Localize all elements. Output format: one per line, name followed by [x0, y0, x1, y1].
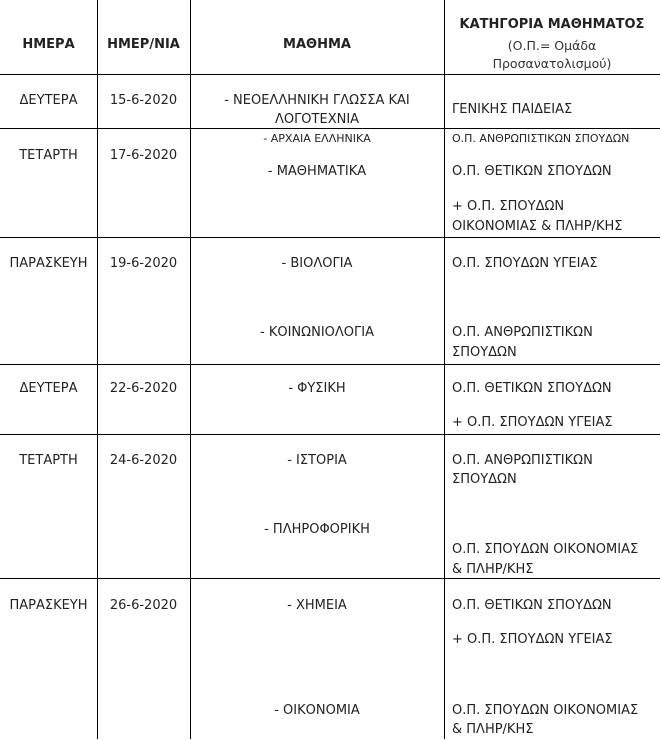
cell-day: ΔΕΥΤΕΡΑ [19, 381, 78, 396]
cell-category: Ο.Π. ΘΕΤΙΚΩΝ ΣΠΟΥΔΩΝ [452, 598, 612, 613]
header-subject: ΜΑΘΗΜΑ [283, 37, 351, 52]
cell-category: Ο.Π. ΘΕΤΙΚΩΝ ΣΠΟΥΔΩΝ [452, 164, 612, 179]
cell-category: Ο.Π. ΣΠΟΥΔΩΝ ΟΙΚΟΝΟΜΙΑΣ [452, 703, 639, 718]
cell-day: ΠΑΡΑΣΚΕΥΗ [9, 256, 88, 271]
cell-subject: - ΒΙΟΛΟΓΙΑ [281, 256, 353, 271]
cell-subject: - ΟΙΚΟΝΟΜΙΑ [274, 703, 360, 718]
cell-subject: - ΧΗΜΕΙΑ [287, 598, 347, 613]
cell-subject: - ΚΟΙΝΩΝΙΟΛΟΓΙΑ [260, 325, 374, 340]
cell-date: 24-6-2020 [109, 453, 178, 468]
cell-date: 15-6-2020 [109, 93, 178, 108]
cell-subject: - ΝΕΟΕΛΛΗΝΙΚΗ ΓΛΩΣΣΑ ΚΑΙ [224, 93, 410, 108]
cell-category: Ο.Π. ΣΠΟΥΔΩΝ ΟΙΚΟΝΟΜΙΑΣ [452, 542, 639, 557]
row-divider [0, 578, 660, 579]
row-divider [0, 237, 660, 238]
cell-subject: - ΙΣΤΟΡΙΑ [287, 453, 347, 468]
cell-category: + Ο.Π. ΣΠΟΥΔΩΝ ΥΓΕΙΑΣ [452, 632, 613, 647]
cell-category: ΓΕΝΙΚΗΣ ΠΑΙΔΕΙΑΣ [452, 102, 573, 117]
cell-category: ΣΠΟΥΔΩΝ [452, 472, 517, 487]
row-divider [0, 434, 660, 435]
cell-category: ΣΠΟΥΔΩΝ [452, 345, 517, 360]
cell-category: Ο.Π. ΑΝΘΡΩΠΙΣΤΙΚΩΝ [452, 325, 593, 340]
row-divider [0, 74, 660, 75]
cell-category: + Ο.Π. ΣΠΟΥΔΩΝ [452, 199, 565, 214]
cell-subject: - ΦΥΣΙΚΗ [288, 381, 346, 396]
column-divider [444, 0, 445, 739]
cell-category: Ο.Π. ΣΠΟΥΔΩΝ ΥΓΕΙΑΣ [452, 256, 598, 271]
row-divider [0, 364, 660, 365]
header-date: ΗΜΕΡ/ΝΙΑ [107, 37, 180, 52]
cell-day: ΠΑΡΑΣΚΕΥΗ [9, 598, 88, 613]
cell-category: Ο.Π. ΑΝΘΡΩΠΙΣΤΙΚΩΝ ΣΠΟΥΔΩΝ [452, 132, 630, 145]
cell-category: & ΠΛΗΡ/ΚΗΣ [452, 562, 534, 577]
header-day: ΗΜΕΡΑ [22, 37, 75, 52]
cell-day: ΤΕΤΑΡΤΗ [19, 148, 78, 163]
cell-date: 19-6-2020 [109, 256, 178, 271]
header-category-note: (Ο.Π.= Ομάδα [507, 38, 597, 53]
cell-day: ΔΕΥΤΕΡΑ [19, 93, 78, 108]
cell-category: Ο.Π. ΑΝΘΡΩΠΙΣΤΙΚΩΝ [452, 453, 593, 468]
header-category: ΚΑΤΗΓΟΡΙΑ ΜΑΘΗΜΑΤΟΣ [459, 17, 645, 32]
cell-date: 17-6-2020 [109, 148, 178, 163]
cell-date: 22-6-2020 [109, 381, 178, 396]
cell-subject: - ΠΛΗΡΟΦΟΡΙΚΗ [264, 522, 370, 537]
cell-subject: - ΜΑΘΗΜΑΤΙΚΑ [267, 164, 367, 179]
cell-date: 26-6-2020 [109, 598, 178, 613]
cell-category: + Ο.Π. ΣΠΟΥΔΩΝ ΥΓΕΙΑΣ [452, 415, 613, 430]
header-category-note: Προσανατολισμού) [492, 56, 612, 71]
cell-subject: - ΑΡΧΑΙΑ ΕΛΛΗΝΙΚΑ [263, 132, 371, 145]
cell-day: ΤΕΤΑΡΤΗ [19, 453, 78, 468]
cell-subject: ΛΟΓΟΤΕΧΝΙΑ [274, 112, 360, 127]
cell-category: ΟΙΚΟΝΟΜΙΑΣ & ΠΛΗΡ/ΚΗΣ [452, 219, 623, 234]
cell-category: & ΠΛΗΡ/ΚΗΣ [452, 722, 534, 737]
cell-category: Ο.Π. ΘΕΤΙΚΩΝ ΣΠΟΥΔΩΝ [452, 381, 612, 396]
